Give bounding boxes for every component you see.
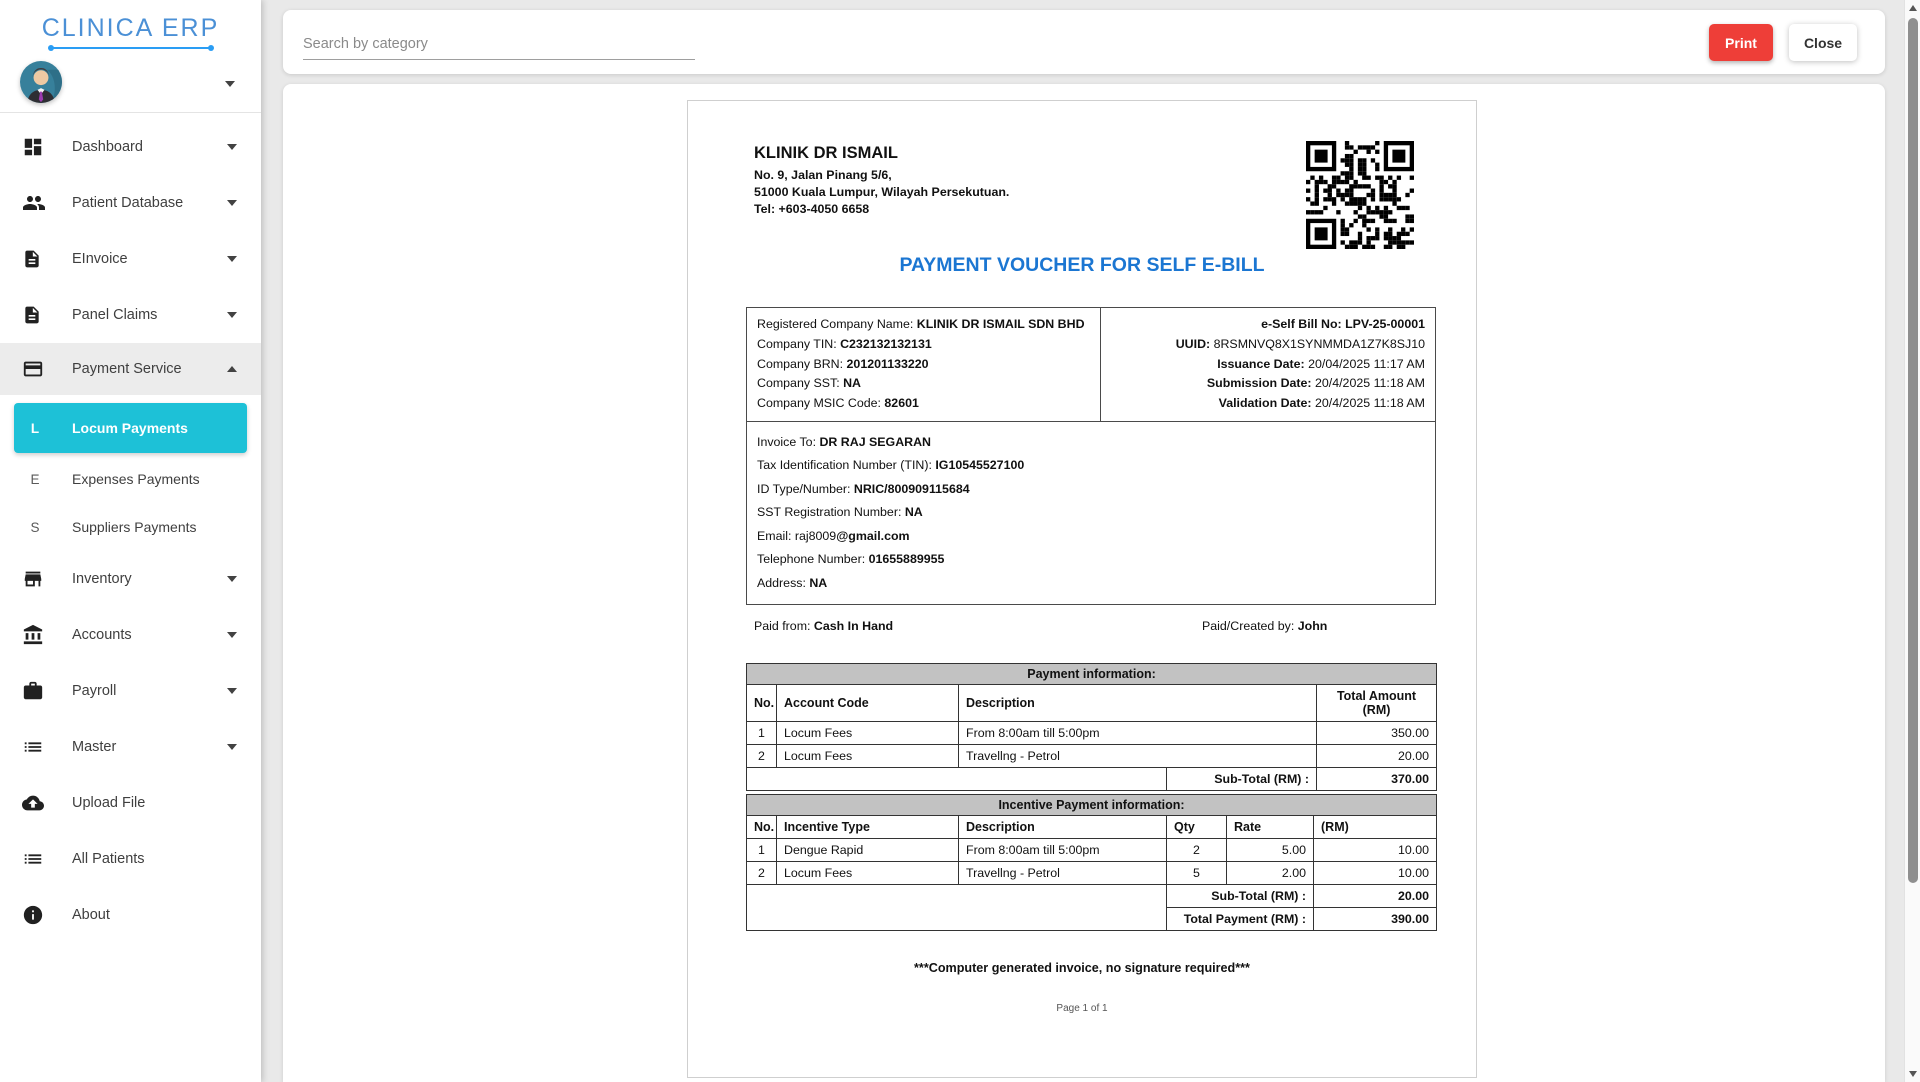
sidebar-item-label: Master (72, 739, 117, 755)
sidebar-menu (0, 113, 261, 943)
sidebar-subitem-expenses-payments[interactable] (0, 455, 261, 503)
document-title: PAYMENT VOUCHER FOR SELF E-BILL (899, 254, 1265, 276)
sidebar-item-label: Suppliers Payments (72, 519, 197, 535)
brand-logo (0, 0, 261, 49)
sidebar-subitem-locum-payments[interactable] (14, 403, 247, 453)
avatar[interactable] (20, 61, 62, 103)
people-icon (22, 191, 48, 215)
subitem-initial: S (30, 519, 40, 535)
sidebar-item-label: About (72, 907, 110, 923)
sidebar-item-dashboard[interactable] (0, 119, 261, 175)
payment-information-table: Payment information: No. Account Code Description Total Amount (RM) 1 Locum Fees From 8:00am till 5:00pm 350.00 2 Locum Fees Travellng - Petrol 20.00 Sub-Total (RM) : 370.00 (746, 663, 1437, 791)
sidebar-item-label: Panel Claims (72, 307, 158, 323)
document-icon (22, 247, 48, 271)
company-info: Registered Company Name: KLINIK DR ISMAIL SDN BHD Company TIN: C232132132131 Company BRN: 201201133220 Company SST: NA Company MSIC Code: 82601 (747, 308, 1101, 421)
scroll-up-arrow-icon[interactable] (1909, 5, 1917, 11)
search-input[interactable] (303, 28, 695, 60)
sidebar-item-label: Upload File (72, 795, 146, 811)
sidebar (0, 0, 261, 1082)
subitem-initial: L (30, 420, 40, 436)
sidebar-item-panel-claims[interactable] (0, 287, 261, 343)
subitem-initial: E (30, 471, 40, 487)
chevron-down-icon (227, 576, 237, 582)
sidebar-item-master[interactable] (0, 719, 261, 775)
paid-from: Paid from: Cash In Hand (754, 619, 894, 634)
cloud-upload-icon (22, 791, 48, 815)
chevron-down-icon (227, 312, 237, 318)
table-row: 2 Locum Fees Travellng - Petrol 5 2.00 10.00 (747, 862, 1437, 885)
brand-name: CLINICA ERP (41, 14, 220, 42)
chevron-down-icon (227, 688, 237, 694)
list-icon (22, 847, 48, 871)
briefcase-icon (22, 679, 48, 703)
sidebar-item-upload-file[interactable] (0, 775, 261, 831)
sidebar-item-about[interactable] (0, 887, 261, 943)
paid-info-row (754, 619, 1476, 637)
clinic-phone: Tel: +603-4050 6658 (754, 202, 870, 216)
sidebar-item-label: Locum Payments (72, 420, 188, 436)
chevron-down-icon (227, 256, 237, 262)
clinic-address-line: No. 9, Jalan Pinang 5/6, (754, 168, 892, 182)
sidebar-item-label: All Patients (72, 851, 145, 867)
sidebar-item-inventory[interactable] (0, 551, 261, 607)
toolbar (283, 10, 1885, 74)
list-icon (22, 735, 48, 759)
sidebar-subitem-suppliers-payments[interactable] (0, 503, 261, 551)
table-row: 1 Locum Fees From 8:00am till 5:00pm 350.00 (747, 722, 1437, 745)
total-row: Total Payment (RM) : 390.00 (747, 908, 1437, 931)
sidebar-item-label: Payroll (72, 683, 117, 699)
chevron-down-icon (227, 632, 237, 638)
clinic-address-line: 51000 Kuala Lumpur, Wilayah Persekutuan. (754, 185, 1010, 199)
clinic-name: KLINIK DR ISMAIL (754, 144, 898, 162)
computer-generated-note: ***Computer generated invoice, no signature required*** (914, 961, 1250, 976)
print-button[interactable]: Print (1709, 24, 1773, 61)
sidebar-item-label: Payment Service (72, 361, 182, 377)
sidebar-item-all-patients[interactable] (0, 831, 261, 887)
info-icon (22, 903, 48, 927)
sidebar-item-patient-database[interactable] (0, 175, 261, 231)
invoice-to-info: Invoice To: DR RAJ SEGARAN Tax Identification Number (TIN): IG10545527100 ID Type/Number: NRIC/800909115684 SST Registration Number: NA Email: raj8009@gmail.com Telephone Number: 01655889955 Address: NA (757, 434, 1025, 590)
chevron-up-icon (227, 366, 237, 372)
sidebar-item-payment-service[interactable] (0, 343, 261, 395)
sidebar-item-accounts[interactable] (0, 607, 261, 663)
table-row: 2 Locum Fees Travellng - Petrol 20.00 (747, 745, 1437, 768)
document-icon (22, 303, 48, 327)
sidebar-item-label: Expenses Payments (72, 471, 200, 487)
chevron-down-icon (227, 200, 237, 206)
sidebar-item-payroll[interactable] (0, 663, 261, 719)
scrollbar-thumb[interactable] (1908, 18, 1918, 883)
sidebar-item-label: EInvoice (72, 251, 128, 267)
sidebar-item-label: Inventory (72, 571, 132, 587)
brand-underline (50, 47, 212, 49)
table-band-title: Payment information: (747, 664, 1437, 685)
page-indicator: Page 1 of 1 (1056, 1003, 1108, 1015)
subtotal-row: Sub-Total (RM) : 20.00 (747, 885, 1437, 908)
sidebar-item-label: Accounts (72, 627, 132, 643)
sidebar-item-label: Patient Database (72, 195, 184, 211)
window-scrollbar[interactable] (1904, 0, 1920, 1082)
table-band-title: Incentive Payment information: (747, 795, 1437, 816)
sidebar-item-label: Dashboard (72, 139, 143, 155)
chevron-down-icon (225, 81, 235, 87)
sidebar-item-einvoice[interactable] (0, 231, 261, 287)
dashboard-icon (22, 135, 48, 159)
credit-card-icon (22, 357, 48, 381)
incentive-payment-table: Incentive Payment information: No. Incentive Type Description Qty Rate (RM) 1 Dengue Rapid From 8:00am till 5:00pm 2 5.00 10.00 2 Locum Fees Travellng - Petrol 5 2.00 10.00 Sub-Total (RM) : 20.00 Total Payment (RM) : 390.00 (746, 794, 1437, 931)
subtotal-row: Sub-Total (RM) : 370.00 (747, 768, 1437, 791)
close-button[interactable]: Close (1789, 24, 1857, 61)
ebill-info: e-Self Bill No: LPV-25-00001 UUID: 8RSMNVQ8X1SYNMMDA1Z7K8SJ10 Issuance Date: 20/04/2025 11:17 AM Submission Date: 20/4/2025 11:18 AM Validation Date: 20/4/2025 11:18 AM (1175, 317, 1425, 411)
bank-icon (22, 623, 48, 647)
qr-code (1306, 141, 1414, 249)
user-menu[interactable] (0, 59, 261, 113)
table-row: 1 Dengue Rapid From 8:00am till 5:00pm 2 5.00 10.00 (747, 839, 1437, 862)
document-viewer (283, 84, 1885, 1082)
invoice-page (687, 100, 1477, 1078)
scroll-down-arrow-icon[interactable] (1909, 1071, 1917, 1077)
paid-by: Paid/Created by: John (1202, 619, 1328, 634)
chevron-down-icon (227, 144, 237, 150)
chevron-down-icon (227, 744, 237, 750)
company-ebill-box (746, 307, 1436, 605)
storefront-icon (22, 567, 48, 591)
